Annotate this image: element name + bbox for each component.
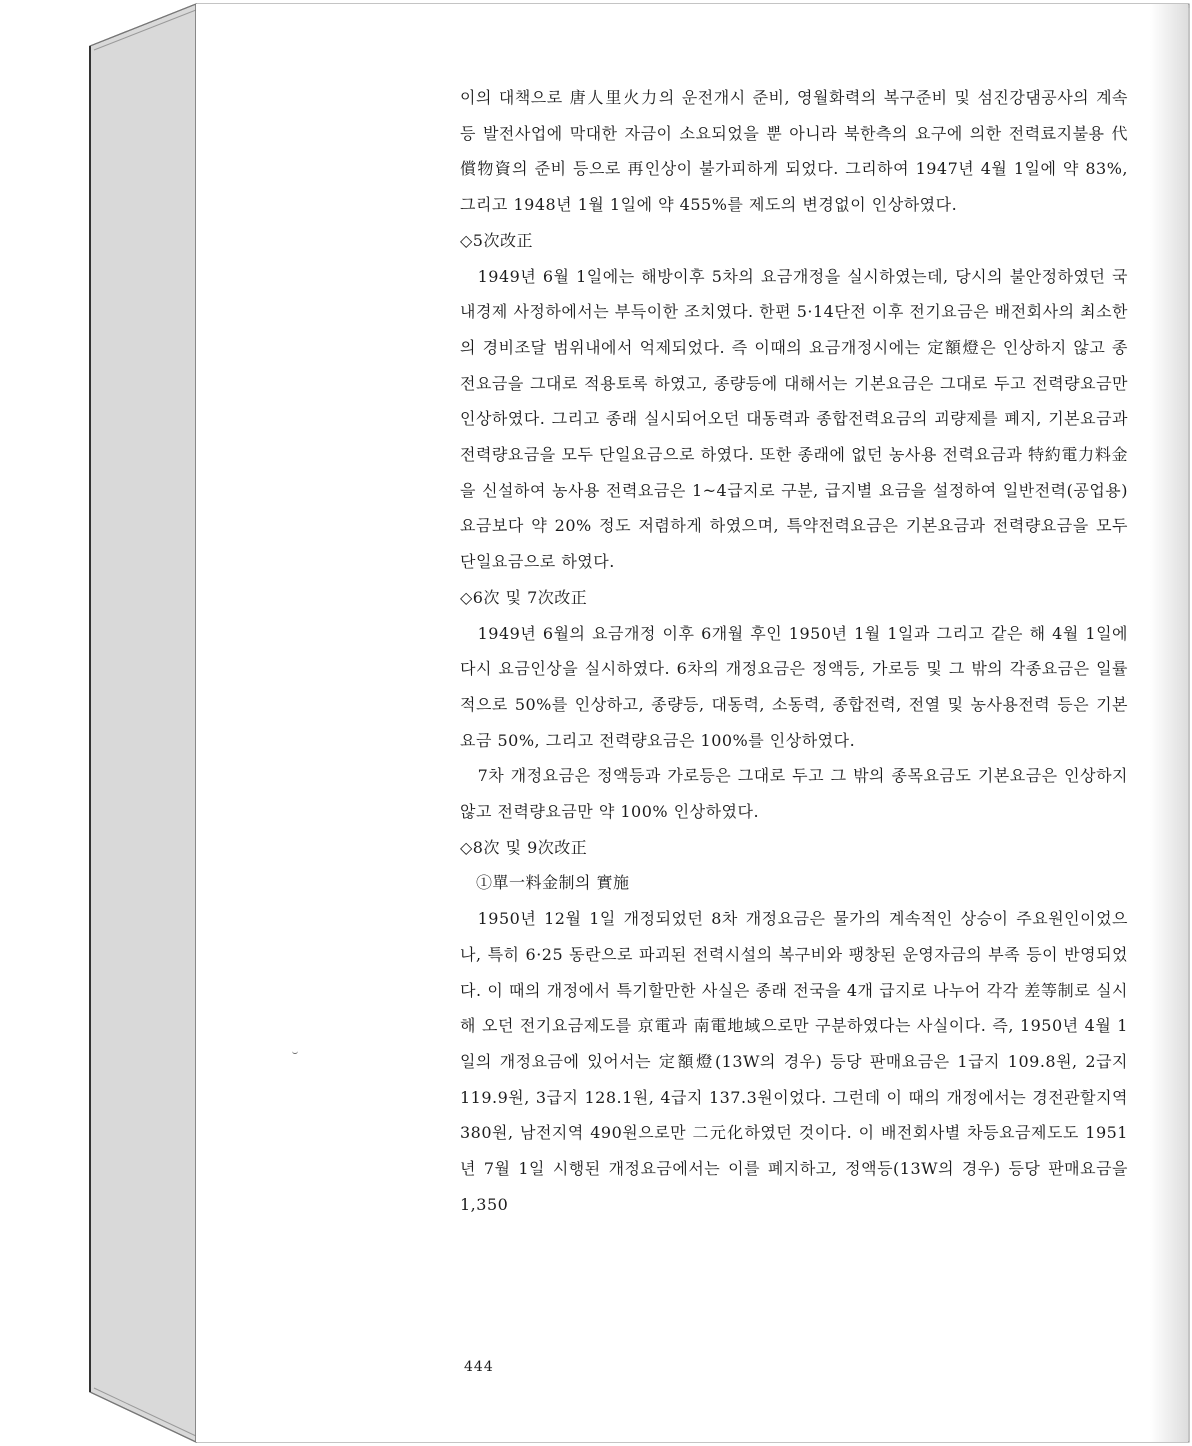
subsection-heading: ①單一料金制의 實施 [476,873,630,893]
body-paragraph: 1949년 6월 1일에는 해방이후 5차의 요금개정을 실시하였는데, 당시의 불안정하였던 국내경제 사정하에서는 부득이한 조치였다. 한편 5·14단전 이후 전기요금은 배전회사의 최소한의 경비조달 범위내에서 억제되었다. 즉 이때의 요금개정시에는 定額燈은 인상하지 않고 종전요금을 그대로 적용토록 하였고, 종량등에 대해서는 기본요금은 그대로 두고 전력량요금만 인상하였다. 그리고 종래 실시되어오던 대동력과 종합전력요금의 괴량제를 폐지, 기본요금과 전력량요금을 모두 단일요금으로 하였다. 또한 종래에 없던 농사용 전력요금과 特約電力料金을 신설하여 농사용 전력요금은 1~4급지로 구분, 급지별 요금을 설정하여 일반전력(공업용)요금보다 약 20% 정도 저렴하게 하였으며, 특약전력요금은 기본요금과 전력량요금을 모두 단일요금으로 하였다. [460,266,1128,572]
page-number: 444 [464,1359,494,1375]
body-paragraph: 7차 개정요금은 정액등과 가로등은 그대로 두고 그 밖의 종목요금도 기본요금은 인상하지 않고 전력량요금만 약 100% 인상하였다. [460,766,1128,822]
section-heading: ◇8次 및 9次改正 [460,837,588,857]
body-paragraph: 1949년 6월의 요금개정 이후 6개월 후인 1950년 1월 1일과 그리고 같은 해 4월 1일에 다시 요금인상을 실시하였다. 6차의 개정요금은 정액등, 가로등 및 그 밖의 각종요금은 일률적으로 50%를 인상하고, 종량등, 대동력, 소동력, 종합전력, 전열 및 농사용전력 등은 기본요금 50%, 그리고 전력량요금은 100%를 인상하였다. [460,623,1128,750]
section-heading: ◇5次改正 [460,230,533,250]
section-heading: ◇6次 및 7次改正 [460,587,588,607]
body-paragraph: 1950년 12월 1일 개정되었던 8차 개정요금은 물가의 계속적인 상승이 주요원인이었으나, 특히 6·25 동란으로 파괴된 전력시설의 복구비와 팽창된 운영자금의 부족 등이 반영되었다. 이 때의 개정에서 특기할만한 사실은 종래 전국을 4개 급지로 나누어 각각 差等制로 실시해 오던 전기요금제도를 京電과 南電地域으로만 구분하였다는 사실이다. 즉, 1950년 4월 1일의 개정요금에 있어서는 定額燈(13W의 경우) 등당 판매요금은 1급지 109.8원, 2급지 119.9원, 3급지 128.1원, 4급지 137.3원이었다. 그런데 이 때의 개정에서는 경전관할지역 380원, 남전지역 490원으로만 二元化하였던 것이다. 이 배전회사별 차등요금제도도 1951년 7월 1일 시행된 개정요금에서는 이를 폐지하고, 정액등(13W의 경우) 등당 판매요금을 1,350 [460,909,1128,1214]
page-body-text [460,80,1128,1223]
page-edge-shadow [1150,4,1188,1442]
body-paragraph: 이의 대책으로 唐人里火力의 운전개시 준비, 영월화력의 복구준비 및 섬진강댐공사의 계속 등 발전사업에 막대한 자금이 소요되었을 뿐 아니라 북한측의 요구에 의한 전력료지불용 代償物資의 준비 등으로 再인상이 불가피하게 되었다. 그리하여 1947년 4월 1일에 약 83%, 그리고 1948년 1월 1일에 약 455%를 제도의 변경없이 인상하였다. [460,88,1128,215]
